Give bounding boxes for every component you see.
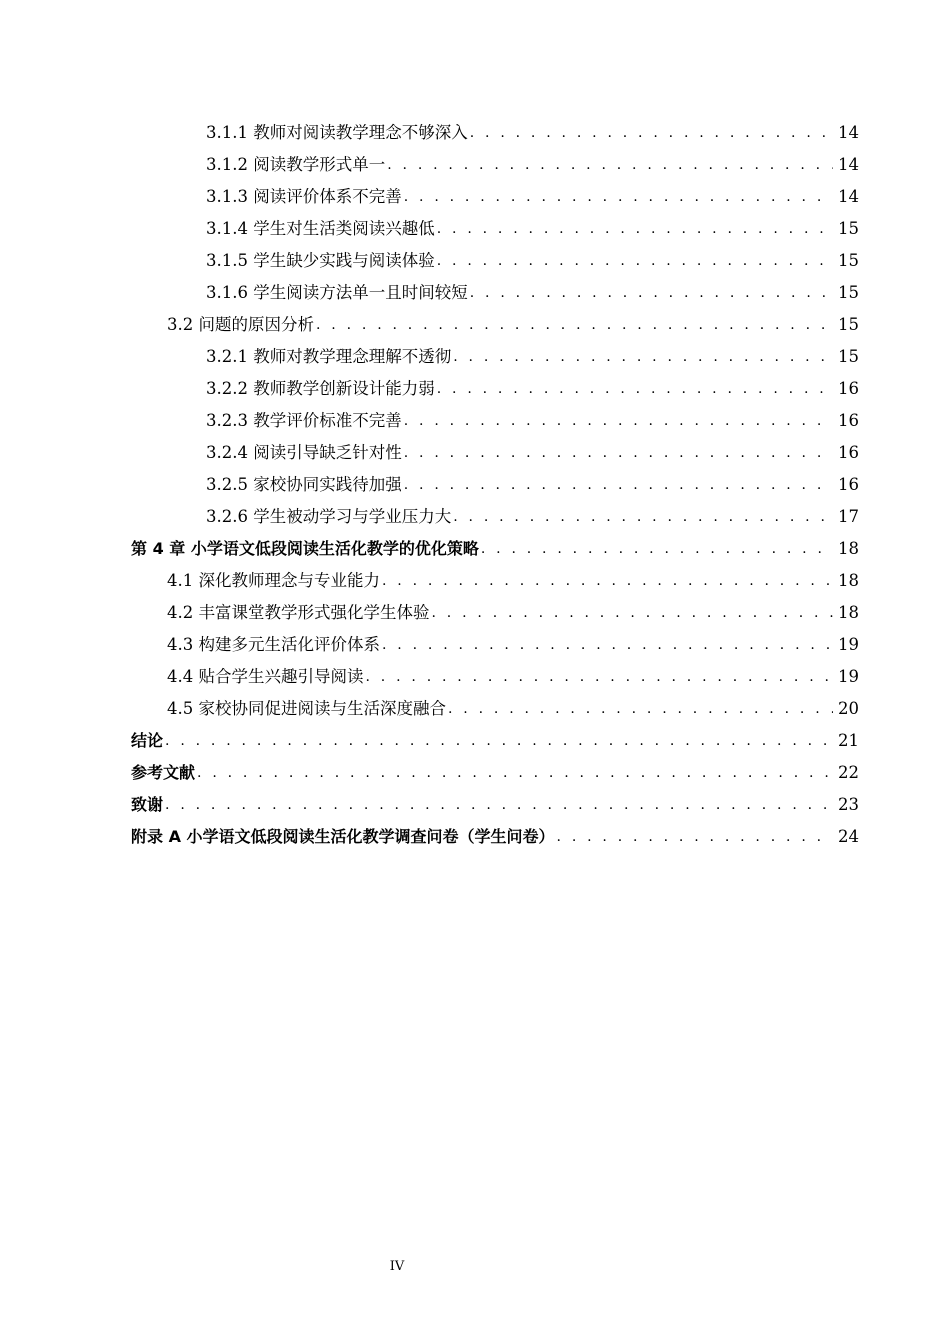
toc-entry-page: 16 <box>838 475 859 494</box>
toc-entry[interactable] <box>0 468 950 496</box>
toc-entry[interactable] <box>0 820 950 848</box>
toc-leader-dots <box>197 762 833 784</box>
toc-leader-dots <box>470 282 833 304</box>
toc-entry-title: 3.1.1 教师对阅读教学理念不够深入 <box>206 123 468 142</box>
toc-leader-dots <box>448 698 833 720</box>
toc-entry[interactable] <box>0 148 950 176</box>
toc-entry-title: 结论 <box>131 731 164 750</box>
toc-leader-dots <box>382 570 833 592</box>
toc-entry-page: 15 <box>838 283 859 302</box>
toc-entry[interactable] <box>0 628 950 656</box>
toc-entry-page: 15 <box>838 219 859 238</box>
toc-leader-dots <box>382 634 833 656</box>
toc-entry-page: 18 <box>838 603 859 622</box>
toc-entry[interactable] <box>0 692 950 720</box>
toc-leader-dots <box>432 602 834 624</box>
toc-leader-dots <box>453 346 833 368</box>
toc-entry[interactable] <box>0 788 950 816</box>
toc-leader-dots <box>557 826 833 848</box>
toc-entry-title: 3.1.4 学生对生活类阅读兴趣低 <box>206 219 435 238</box>
toc-leader-dots <box>437 218 833 240</box>
toc-entry-page: 19 <box>838 635 859 654</box>
toc-entry-title: 3.2.2 教师教学创新设计能力弱 <box>206 379 435 398</box>
toc-leader-dots <box>404 442 833 464</box>
toc-leader-dots <box>387 154 833 176</box>
toc-entry-page: 23 <box>838 795 859 814</box>
toc-entry-page: 20 <box>838 699 859 718</box>
toc-entry-title: 致谢 <box>131 795 164 814</box>
toc-entry-title: 3.2 问题的原因分析 <box>167 315 314 334</box>
toc-entry[interactable] <box>0 276 950 304</box>
toc-entry-title: 3.1.5 学生缺少实践与阅读体验 <box>206 251 435 270</box>
toc-entry-title: 3.2.1 教师对教学理念理解不透彻 <box>206 347 452 366</box>
toc-entry-page: 19 <box>838 667 859 686</box>
toc-entry-page: 16 <box>838 411 859 430</box>
toc-entry-title: 3.1.6 学生阅读方法单一且时间较短 <box>206 283 468 302</box>
toc-entry-page: 24 <box>838 827 859 846</box>
toc-entry-page: 22 <box>838 763 859 782</box>
toc-entry[interactable] <box>0 116 950 144</box>
toc-entry[interactable] <box>0 660 950 688</box>
toc-entry[interactable] <box>0 724 950 752</box>
toc-entry-title: 3.1.2 阅读教学形式单一 <box>206 155 386 174</box>
toc-entry-page: 14 <box>838 123 859 142</box>
toc-leader-dots <box>453 506 833 528</box>
toc-entry[interactable] <box>0 436 950 464</box>
toc-entry[interactable] <box>0 340 950 368</box>
toc-entry-page: 15 <box>838 315 859 334</box>
toc-entry-title: 3.2.5 家校协同实践待加强 <box>206 475 402 494</box>
toc-entry-page: 15 <box>838 347 859 366</box>
toc-entry-page: 18 <box>838 539 859 558</box>
toc-entry-page: 14 <box>838 155 859 174</box>
toc-entry-page: 17 <box>838 507 859 526</box>
toc-leader-dots <box>165 794 833 816</box>
toc-entry-page: 14 <box>838 187 859 206</box>
toc-entry-title: 第 4 章 小学语文低段阅读生活化教学的优化策略 <box>131 539 479 558</box>
toc-entry-page: 18 <box>838 571 859 590</box>
toc-entry[interactable] <box>0 212 950 240</box>
toc-entry-page: 21 <box>838 731 859 750</box>
toc-entry[interactable] <box>0 564 950 592</box>
toc-entry-title: 参考文献 <box>131 763 196 782</box>
toc-entry-title: 4.4 贴合学生兴趣引导阅读 <box>167 667 364 686</box>
toc-entry[interactable] <box>0 532 950 560</box>
toc-entry[interactable] <box>0 372 950 400</box>
toc-entry-title: 4.3 构建多元生活化评价体系 <box>167 635 380 654</box>
toc-leader-dots <box>404 474 833 496</box>
toc-entry[interactable] <box>0 596 950 624</box>
toc-leader-dots <box>437 250 833 272</box>
toc-entry-title: 4.5 家校协同促进阅读与生活深度融合 <box>167 699 446 718</box>
toc-entry-title: 3.2.4 阅读引导缺乏针对性 <box>206 443 402 462</box>
toc-entry-page: 16 <box>838 443 859 462</box>
toc-entry[interactable] <box>0 244 950 272</box>
toc-entry[interactable] <box>0 308 950 336</box>
toc-entry[interactable] <box>0 500 950 528</box>
toc-leader-dots <box>165 730 833 752</box>
toc-leader-dots <box>404 410 833 432</box>
toc-leader-dots <box>437 378 833 400</box>
toc-entry-title: 附录 A 小学语文低段阅读生活化教学调查问卷（学生问卷） <box>131 827 555 846</box>
toc-entry-page: 16 <box>838 379 859 398</box>
toc-entry[interactable] <box>0 180 950 208</box>
page-number: IV <box>389 1259 405 1274</box>
toc-entry-title: 3.1.3 阅读评价体系不完善 <box>206 187 402 206</box>
toc-leader-dots <box>404 186 833 208</box>
toc-leader-dots <box>366 666 834 688</box>
toc-leader-dots <box>481 538 833 560</box>
toc-leader-dots <box>470 122 833 144</box>
toc-entry[interactable] <box>0 404 950 432</box>
toc-leader-dots <box>316 314 833 336</box>
toc-entry[interactable] <box>0 756 950 784</box>
toc-entry-title: 4.2 丰富课堂教学形式强化学生体验 <box>167 603 430 622</box>
toc-entry-title: 3.2.3 教学评价标准不完善 <box>206 411 402 430</box>
toc-entry-title: 3.2.6 学生被动学习与学业压力大 <box>206 507 452 526</box>
toc-entry-page: 15 <box>838 251 859 270</box>
toc-entry-title: 4.1 深化教师理念与专业能力 <box>167 571 380 590</box>
